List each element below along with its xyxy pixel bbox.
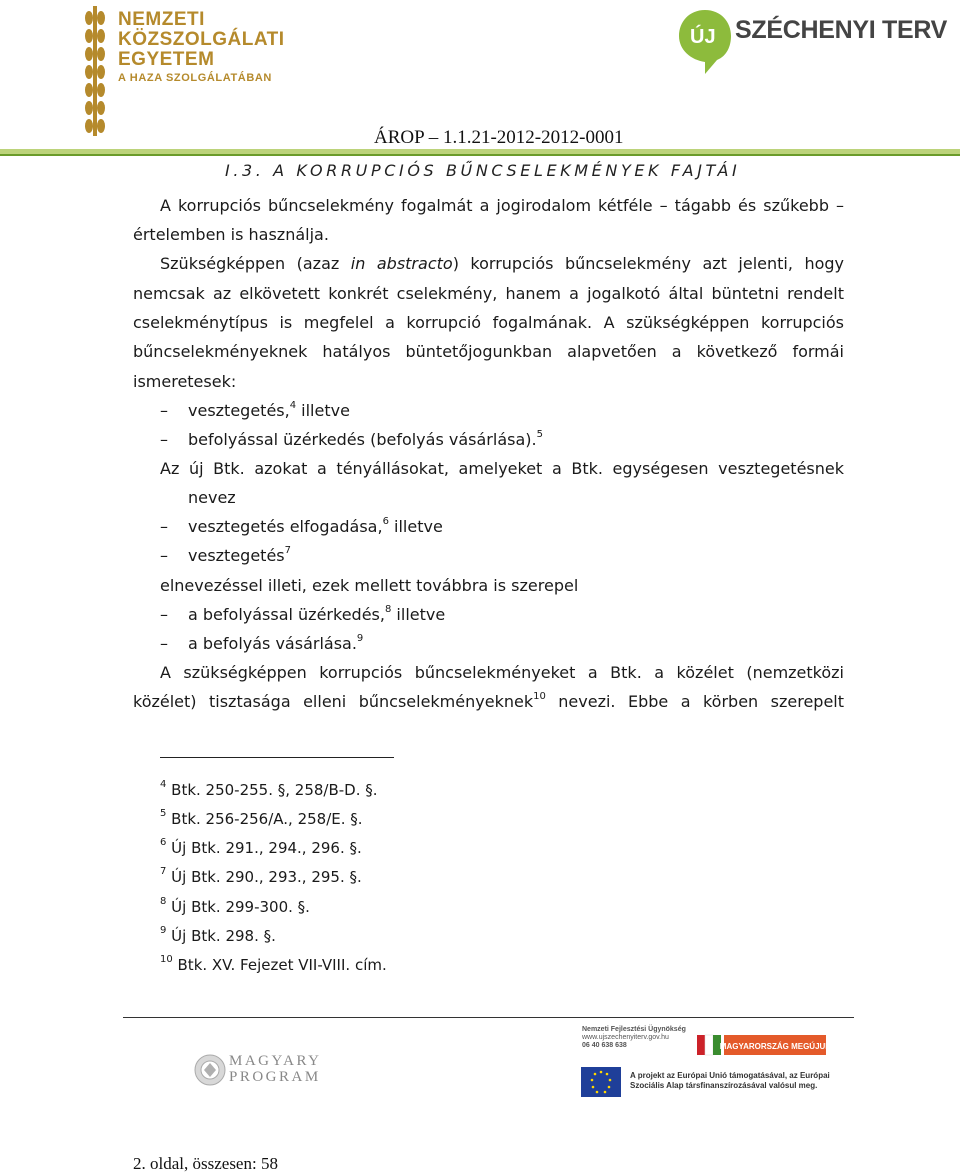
nke-logo-text: NEMZETI KÖZSZOLGÁLATI EGYETEM A HAZA SZOLGÁLATÁBAN [118,9,285,84]
section-heading: I.3. A KORRUPCIÓS BŰNCSELEKMÉNYEK FAJTÁI [225,161,741,180]
list-item: – a befolyás vásárlása.$^9$ [160,632,364,653]
footer-divider [123,1017,854,1018]
project-code: ÁROP – 1.1.21-2012-2012-0001 [374,127,624,148]
body-line: értelemben is használja. [133,225,329,244]
footnote: $^7$ Új Btk. 290., 293., 295. §. [160,866,362,886]
body-line: ismeretesek: [133,372,237,391]
nfu-contact: Nemzeti Fejlesztési Ügynökség www.ujszechenyiterv.gov.hu 06 40 638 638 [582,1026,686,1049]
emphasis-text: in abstracto [350,254,453,273]
body-line: elnevezéssel illeti, ezek mellett továbbra is szerepel [160,576,579,595]
footnote: $^4$ Btk. 250-255. §, 258/B-D. §. [160,779,378,799]
footnote-ref[interactable]: 4 [289,399,297,411]
body-line: A szükségképpen korrupciós bűncselekményeket a Btk. a közélet (nemzetközi [160,663,844,682]
footnote: $^8$ Új Btk. 299-300. §. [160,896,310,916]
body-line: nevez [188,488,236,507]
footnote: $^6$ Új Btk. 291., 294., 296. §. [160,837,362,857]
body-line: A korrupciós bűncselekmény fogalmát a jogirodalom kétféle – tágabb és szűkebb – [160,196,844,215]
header-divider-dark [0,154,960,156]
body-line: bűncselekményeknek hatályos büntetőjogunkban alapvetően a következő formái [133,342,844,361]
footnote: $^9$ Új Btk. 298. §. [160,925,276,945]
magyary-program-text: MAGYARY PROGRAM [229,1053,322,1085]
footnote: $^{10}$ Btk. XV. Fejezet VII-VIII. cím. [160,954,387,974]
footnote: $^5$ Btk. 256-256/A., 258/E. §. [160,808,363,828]
footnote-ref[interactable]: 7 [284,544,291,556]
footnote-separator [160,757,394,758]
footnote-ref[interactable]: 10 [533,690,546,702]
szechenyi-terv-text: SZÉCHENYI TERV [735,16,948,44]
list-item: – vesztegetés elfogadása,$^6$ illetve [160,515,443,536]
list-item: – vesztegetés$^7$ [160,544,291,565]
body-line: Szükségképpen (azaz in abstracto) korrupciós bűncselekmény azt jelenti, hogy [160,254,845,273]
list-item: – vesztegetés,$^4$ illetve [160,399,350,420]
szechenyi-logo-mark: ÚJ [690,26,716,48]
page-number: 2. oldal, összesen: 58 [133,1154,278,1173]
footnote-ref[interactable]: 8 [384,603,392,615]
list-item: – a befolyással üzérkedés,$^8$ illetve [160,603,446,624]
footnote-ref[interactable]: 9 [356,632,364,644]
footnote-ref[interactable]: 6 [382,515,389,527]
body-line: nemcsak az elkövetett konkrét cselekmény, hanem a jogalkotó által büntetni rendelt [133,284,844,303]
body-line: közélet) tisztasága elleni bűncselekményeknek$^{10}$ nevezi. Ebbe a körben szerepelt [133,690,845,711]
body-line: Az új Btk. azokat a tényállásokat, amelyeket a Btk. egységesen vesztegetésnek [160,459,844,478]
eu-funding-statement: A projekt az Európai Unió támogatásával, az Európai Szociális Alap társfinanszírozásával valósul meg. [630,1071,830,1090]
body-line: cselekménytípus is megfelel a korrupció fogalmának. A szükségképpen korrupciós [133,313,844,332]
footnote-ref[interactable]: 5 [536,428,543,440]
list-item: – befolyással üzérkedés (befolyás vásárlása).$^5$ [160,428,543,449]
magyarorszag-megujul-badge: MAGYARORSZÁG MEGÚJUL [719,1042,831,1051]
